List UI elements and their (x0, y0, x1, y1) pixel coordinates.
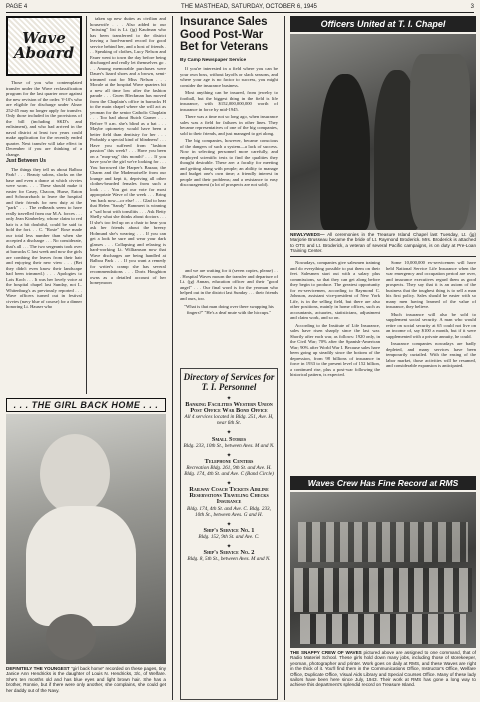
wedding-caption-lead: NEWLYWEDS— (290, 232, 325, 237)
waves-caption (290, 650, 476, 700)
insurance-para-1: If you're interested in a field where you can be your own boss, without layoffs or slack seasons, and where your age is no factor to success, you might consider the insurance business. (180, 66, 278, 88)
bullet-icon: ✦ (226, 452, 232, 459)
insurance-para-5: Nowadays, companies give salesmen training and do everything possible to put them on their feet. Salesmen start out with a salary plus commissions, so that they can get along before they begin to produce. The greatest opportunity for ex-servicemen, according to Raymond C. Johnson, assistant vice-president of New York Life, is in the selling field, but there are also other positions, mainly in home offices, such as accountants, actuaries, statisticians, adjustment and claim work, and so on. (290, 260, 380, 320)
baby-photo (6, 414, 166, 664)
directory-item: ✦ Ship's Service No. 2 Bldg. 8, 5th St., between Aves. M and N. (183, 544, 275, 562)
page-header (6, 4, 474, 13)
bullet-icon: ✦ (226, 543, 232, 550)
bullet-icon: ✦ (226, 521, 232, 528)
crew-row-middle (294, 568, 472, 612)
page-number: PAGE 4 (6, 4, 28, 10)
wedding-photo (290, 34, 476, 230)
insurance-byline: By Camp Newspaper Service (180, 58, 247, 63)
column-divider (86, 16, 87, 394)
directory-item: ✦ Ship's Service No. 1 Bldg. 152, 9th St. and Ave. C. (183, 522, 275, 540)
directory-item: ✦ Small Stores Bldg. 233, 10th St., between Aves. M and N. (183, 430, 275, 449)
column-a (6, 80, 82, 395)
officers-headline: Officers United at T. I. Chapel (290, 16, 476, 32)
wave-aboard-logo: Wave Aboard (6, 16, 82, 76)
bullet-icon: ✦ (226, 396, 232, 402)
masthead-dateline: THE MASTHEAD, SATURDAY, OCTOBER 6, 1945 (180, 4, 317, 10)
inset-portrait-shape (46, 614, 96, 660)
insurance-para-8: Much insurance will also be sold to supplement social security. A man who would retire on social security at 65 could not live on an income of, say $100 a month, but if it were supplemented with a private annuity, he could. (386, 311, 476, 339)
insurance-column-3 (386, 260, 476, 472)
bullet-icon: ✦ (226, 481, 232, 488)
directory-title: Directory of Services for T. I. Personnel (183, 372, 275, 392)
page-number-right: 3 (470, 4, 474, 10)
waves-crew-photo (290, 492, 476, 648)
column-divider-2 (172, 16, 173, 700)
column-divider-3 (284, 16, 285, 700)
column-subhead: Just Between Us (6, 158, 47, 164)
waves-caption-text: pictured above are assigned to one command, that of Radio Materiel School. These girls hold down many jobs, including those of storekeeper, yeoman, photographer and printer. Work goes on daily at RMS, and these Waves are right in the thick of it. You'll find them in the Communications Office, Instructor's Office, Welfare Office, Duplicate Office, Visual Aids Library and Special Courses Office. Many of these lady sailors have been here since July, 1943. Their work at RMS has gone a long way to achieve this department's splendid record on Treasure Island. (290, 650, 476, 688)
baby-head-shape (40, 434, 110, 514)
insurance-headline: Insurance Sales Good Post-War Bet for Veterans (180, 16, 269, 53)
wedding-caption (290, 232, 476, 254)
insurance-para-7: Some 10,000,000 ex-servicemen will have held National Service Life Insurance when the war emergency and occupation period are over, and insurance executives regard them as good prospects. They say that it is an axiom of the business that the toughest thing is to sell a man his first policy. Sales should be easier with so many men having learned of the value of insurance, they believe. (386, 260, 476, 309)
wave-gossip-a: The things they tell us about Balboa Park! . . . Beauty salons, slacks on the base and even a dance at which civvies were worn. . . . These should make it easier for Casey, Chacon, Hurse, Eaton and Schwarzbach to leave the hospital and their friends for new duty at the "park" . . . The redheads seem to have really travelled from our M.A. forces . . . only Jean Kimberley, whose claim to red hair is a bit doubtful, could be said to hold the fort. . . C. "Rosie" Rose made our total less number than when she accepted a discharge . . . No considerate, that's all . . . The two sergeants took over at barracks C last week and now the girls are combing the leaves from their hair and enjoying their new view . . . (Bet they didn't even know their landscape had been trimmed.) . . . Apologies to Lois Koch . . . It was her lovely voice at the hospital chapel last Sunday, not L. Whitenburg's as previously reported . . . Wave officers turned out in festival civvies (navy blue of course) for a dinner honoring Lt. Hauser who (6, 166, 82, 309)
baby-caption-text: "girl back home" recorded on these pages, tiny Janice Ann Hendricks is the daughter of Louis N. Hendricks, 3/c, of Welfare. She's ten months old and has blue eyes and light brown hair. She has a brother, Ronnie, but if there were only another, she complains, she could get her daddy out of the Navy. (6, 666, 166, 693)
insurance-para-2: Most anything can be insured, from jewelry to football, but the biggest thing in the field is life insurance, with $152,000,000,000 worth of insurance in force by mid-1945. (180, 90, 278, 112)
waves-caption-lead: THE SNAPPY CREW OF WAVES (290, 650, 362, 655)
baby-caption-lead: DEFINITELY THE YOUNGEST (6, 666, 70, 671)
column-b (90, 16, 166, 395)
gossip-tail: and we are waiting for it (seven copies, please) . . . Hospital Waves mourn the transfer and departure of Lt. (jg) Annan, education officer and their "good angel" . . . Our final word is for the yeoman who helped out in the district last Sunday . . . their friends and ours, too. (180, 268, 278, 301)
baby-dress-shape (26, 506, 136, 626)
girl-back-home-banner: . . . THE GIRL BACK HOME . . . (6, 398, 166, 412)
wedding-caption-text: All ceremonies in the Treasure Island Chapel last Tuesday, Lt. (jg) Marjorie Brusseau became the bride of Lt. Raymond Broderick. Mrs. Broderick is attached to OTS and Lt. Broderick, a veteran of several Pacific campaigns, is on duty at Pre-Loan Training Center. (290, 232, 476, 254)
bullet-icon: ✦ (226, 430, 232, 437)
waves-crew-headline: Waves Crew Has Fine Record at RMS (290, 476, 476, 490)
background-figure-shape (410, 54, 470, 230)
services-directory (180, 368, 278, 700)
directory-item: ✦ Banking Facilities Western Union Post Office War Bond Office All 4 services located in Bldg. 251, Ave. H, near 6th St. (184, 396, 274, 427)
wave-gossip-b: taken up new duties as civilian and housewife . . . Also added to our "missing" list is Lt. (jg) Kaufman who has been transferred to the district leaving a hard-earned record for good service behind her, and a host of friends . . . Speaking of clothes, Lucy Nelson and Fauer went to town the day before being discharged and really let themselves go . . . Among memorable purchases were Dauer's lizard shoes and a brown, semi-trimmed coat for Miss Nelson . . . Morale at the hospital Wave quarters hit a new all time low after the fashion parade . . . Gwen Bleckman has moved from the Chaplain's office in barracks H to the main chapel where she will act as yeoman for the senior Catholic Chaplain . . . Too bad about Butch Garner . . . Before 9 a.m. she's blind as a bat . . . Maybe optometry would have been a better field than dentistry for her . . . Probably a special kind of blindness! . . . Have you suffered from "fashion passion" this week? . . . Have you been on a "mop-rag" this month? . . . If you have you're the girl we're looking for . . . You borrowed the Harper's Bazaar, the Charm and the Mademoiselle from our lounge and kept it, depriving all other clothes-bearded females from such a look . . . You got our vote for most appropriate Wave of the week . . . Bring 'em back now—or else! . . . Glad to hear that Helen "Sandy" Rammert is winning a "sad bout with tonsilitis . . . Ask Betty Shelly what she thinks about doctors . . . If she's too fed up on a chair to hear you ask her friends about the breezy Holmund she's wearing . . . If you can get a look be sure and wear your dark glasses . . . Collapsing and relaxing is hard-working Lt. Williamson now that Wave discharges are being handled at Balboa Park . . . If you want a remedy for writer's cramp she has several recommendations . . . Doris Houghton owns as a detailed account of her honeymoon (90, 16, 166, 285)
insurance-para-6: According to the Institute of Life Insurance, sales have risen sharply since the last war. Shortly after each war, as follows: 1920 only, in the Civil War; 70% after the Spanish-American War; 90% after World War I. Because sales have been going up steadily since the bottom of the depression, from 98 billions of insurance in force in 1933 to the present level of 152 billion, a continued rise, plus a post-war following the historical pattern, is expected. (290, 322, 380, 377)
groom-shape (320, 74, 370, 230)
directory-item: ✦ Telephone Centers Recreation Bldg. 261, 9th St. and Ave. H. Bldg. 174, 4th St. and Ave. C (Band Circle) (184, 452, 274, 478)
insurance-para-3: There was a time not so long ago, when insurance sales was a field for failures in other lines. They became representatives of one of the big companies, sold to their friends, and just managed to get along. (180, 114, 278, 136)
wave-intro: Those of you who contemplated transfer under the Wave reclassification program for the last quarter once against the new revision of the order. V-10's who are eligible for discharge under Alnav 252-45 may no longer apply for transfer. Only those included in the provisions of the bill (including SKD's and enlistment), and who had arrived in the naval district at least two years could make application for the recently ended quarter. Next transfer will take effect in December if you are thinking of a change. (6, 80, 82, 157)
insurance-column-1 (180, 66, 278, 266)
joke-quote: "What is that man doing over there swapping his fingers?" "He's a deaf mute with the hiccups." (184, 304, 274, 315)
insurance-para-4: The big companies, however, became conscious of the dangers of such a system—a lack of success. Now in selecting personnel more carefully, and employed scientific tests to find the qualities they thought desirable. These are: a faculty for meeting and getting along with people; an ability to manage and budget one's own time; a friendly interest in people and their problems; and a resistance to easy discouragement (a lot of prospects are not sold). (180, 138, 278, 187)
gossip-continued (180, 268, 278, 364)
baby-caption (6, 666, 166, 700)
crew-row-back (298, 522, 468, 562)
directory-item: ✦ Railway Coach Tickets Airline Reservations Traveling Checks Insurance Bldg. 174, 4th St. and Ave. C. Bldg. 233, 10th St., between Aves. G and H. (183, 481, 275, 518)
insurance-para-9: Insurance companies nowadays are badly depleted, and many services have been temporarily curtailed. With the easing of the labor market, those activities will be resumed, and considerable expansion is anticipated. (386, 341, 476, 368)
section-divider (290, 256, 476, 257)
insurance-column-2 (290, 260, 380, 472)
crew-row-front (300, 614, 466, 644)
